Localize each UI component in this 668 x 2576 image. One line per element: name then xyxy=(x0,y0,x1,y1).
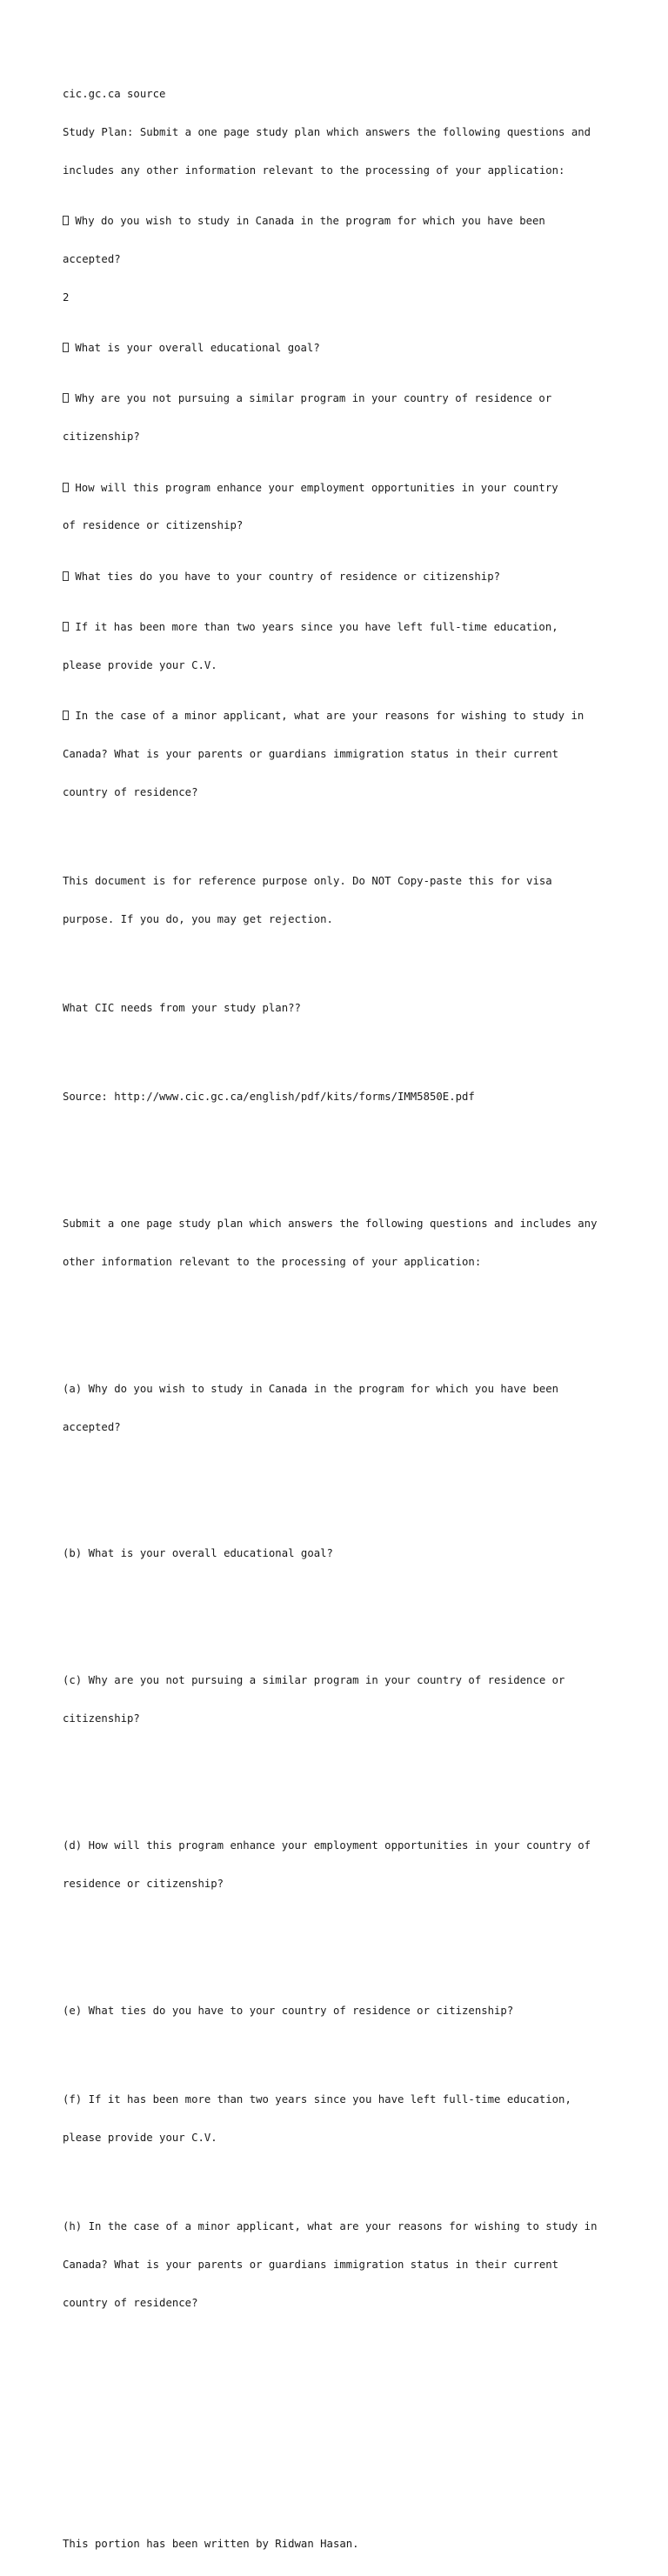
blank-line xyxy=(63,2499,619,2513)
blank-line xyxy=(63,1637,619,1650)
blank-line xyxy=(63,1345,619,1358)
bullet-item xyxy=(63,710,619,723)
question-d: (d) How will this program enhance your employment opportunities in your country of xyxy=(63,1839,591,1852)
bullet-text: If it has been more than two years since you have left full-time education, xyxy=(75,621,558,634)
bullet-text: Why are you not pursuing a similar program in your country of residence or xyxy=(75,392,552,405)
disclaimer-line: purpose. If you do, you may get rejection. xyxy=(63,912,333,925)
bullet-continuation: accepted? xyxy=(63,252,121,265)
blank-line xyxy=(63,1472,619,1485)
blank-line xyxy=(63,837,619,850)
source-url-line: Source: http://www.cic.gc.ca/english/pdf/kits/forms/IMM5850E.pdf xyxy=(63,1091,475,1104)
author-line: This portion has been written by Ridwan Hasan. xyxy=(63,2537,359,2550)
page-number: 2 xyxy=(63,290,70,304)
intro-line: Study Plan: Submit a one page study plan which answers the following questions and xyxy=(63,125,591,138)
bullet-text: What is your overall educational goal? xyxy=(75,342,320,355)
intro-line: includes any other information relevant to the processing of your application: xyxy=(63,164,565,177)
bullet-item xyxy=(63,571,619,584)
bullet-continuation: citizenship? xyxy=(63,430,140,444)
blank-line xyxy=(63,964,619,977)
missing-glyph-bullet-icon xyxy=(63,343,69,352)
blank-line xyxy=(63,1764,619,1777)
blank-line xyxy=(63,1966,619,1979)
blank-line xyxy=(63,1598,619,1612)
blank-line xyxy=(63,2055,619,2068)
question-c-continuation: citizenship? xyxy=(63,1712,140,1725)
question-h-continuation: country of residence? xyxy=(63,2296,198,2309)
disclaimer-line: This document is for reference purpose only. Do NOT Copy-paste this for visa xyxy=(63,875,552,887)
bullet-text: What ties do you have to your country of residence or citizenship? xyxy=(75,570,501,583)
bullet-text: How will this program enhance your employment opportunities in your country xyxy=(75,481,558,494)
bullet-item xyxy=(63,342,619,355)
blank-line xyxy=(63,1306,619,1319)
blank-line xyxy=(63,1179,619,1192)
question-h-continuation: Canada? What is your parents or guardians immigration status in their current xyxy=(63,2258,559,2271)
blank-line xyxy=(63,1928,619,1941)
blank-line xyxy=(63,2461,619,2474)
bullet-text: Why do you wish to study in Canada in the program for which you have been xyxy=(75,215,545,228)
missing-glyph-bullet-icon xyxy=(63,393,69,403)
missing-glyph-bullet-icon xyxy=(63,622,69,631)
missing-glyph-bullet-icon xyxy=(63,571,69,581)
bullet-item xyxy=(63,621,619,634)
missing-glyph-bullet-icon xyxy=(63,216,69,225)
question-b: (b) What is your overall educational goal? xyxy=(63,1547,333,1560)
cic-needs-heading: What CIC needs from your study plan?? xyxy=(63,1001,301,1014)
question-a: (a) Why do you wish to study in Canada in the program for which you have been xyxy=(63,1382,559,1395)
submit-text-line: other information relevant to the processing of your application: xyxy=(63,1255,482,1268)
missing-glyph-bullet-icon xyxy=(63,483,69,492)
blank-line xyxy=(63,2182,619,2195)
bullet-continuation: Canada? What is your parents or guardians immigration status in their current xyxy=(63,748,559,761)
bullet-item xyxy=(63,215,619,228)
question-f-continuation: please provide your C.V. xyxy=(63,2131,217,2144)
blank-line xyxy=(63,1052,619,1065)
bullet-continuation: please provide your C.V. xyxy=(63,658,217,671)
bullet-item xyxy=(63,392,619,405)
source-label: cic.gc.ca source xyxy=(63,88,166,101)
question-e: (e) What ties do you have to your country of residence or citizenship? xyxy=(63,2004,514,2017)
question-h: (h) In the case of a minor applicant, what are your reasons for wishing to study in xyxy=(63,2219,598,2232)
blank-line xyxy=(63,2386,619,2399)
document-body xyxy=(63,63,619,2576)
blank-line xyxy=(63,1510,619,1523)
question-d-continuation: residence or citizenship? xyxy=(63,1877,224,1890)
bullet-continuation: country of residence? xyxy=(63,785,198,798)
blank-line xyxy=(63,2423,619,2436)
blank-line xyxy=(63,1801,619,1814)
question-f: (f) If it has been more than two years since you have left full-time education, xyxy=(63,2093,571,2106)
bullet-text: In the case of a minor applicant, what are your reasons for wishing to study in xyxy=(75,710,584,723)
bullet-item xyxy=(63,482,619,495)
bullet-continuation: of residence or citizenship? xyxy=(63,519,244,532)
missing-glyph-bullet-icon xyxy=(63,711,69,720)
submit-text-line: Submit a one page study plan which answers the following questions and includes any xyxy=(63,1218,598,1231)
blank-line xyxy=(63,2347,619,2360)
blank-line xyxy=(63,1141,619,1154)
question-a-continuation: accepted? xyxy=(63,1420,121,1433)
question-c: (c) Why are you not pursuing a similar program in your country of residence or xyxy=(63,1674,565,1687)
